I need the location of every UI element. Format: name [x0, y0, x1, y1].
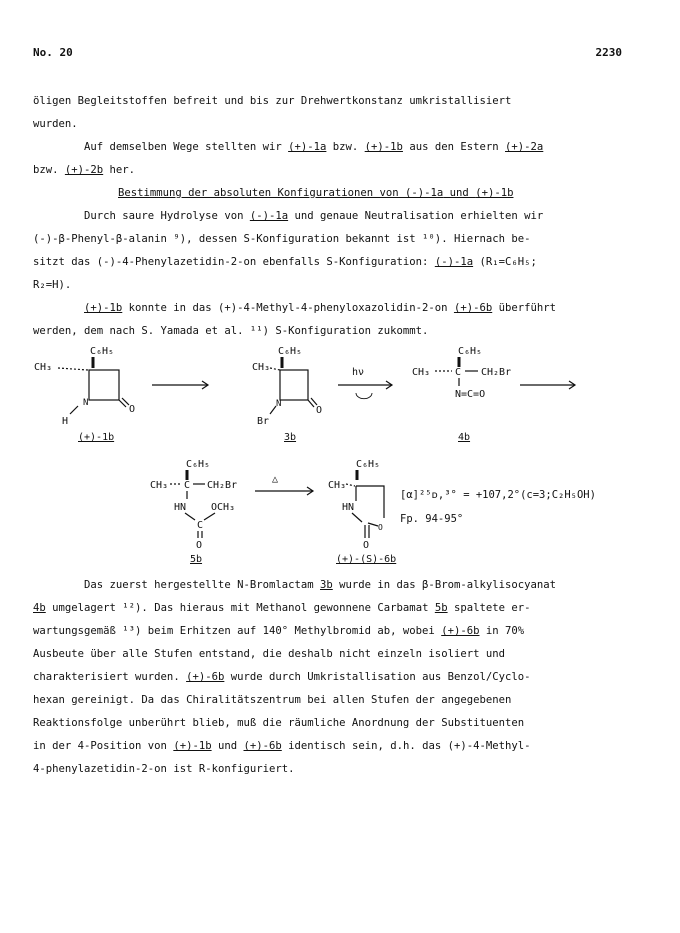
compound-ref: 3b	[320, 579, 333, 591]
compound-label-1b: (+)-1b	[78, 432, 115, 443]
compound-ref: (-)-1a	[249, 210, 289, 222]
para5-line6: hexan gereinigt. Da das Chiralitätszentrum bei allen Stufen der angegebenen	[33, 694, 512, 706]
svg-text:C₆H₅: C₆H₅	[458, 346, 483, 357]
compound-label-3b: 3b	[284, 432, 297, 443]
svg-text:C₆H₅: C₆H₅	[186, 459, 211, 470]
compound-ref: (+)-6b	[186, 671, 225, 683]
compound-ref: 4b	[33, 602, 46, 614]
svg-text:O: O	[129, 404, 136, 415]
compound-label-4b: 4b	[458, 432, 471, 443]
reaction-scheme	[0, 340, 680, 565]
svg-text:CH₃: CH₃	[150, 480, 169, 491]
svg-text:N: N	[83, 398, 89, 408]
para5-line4: Ausbeute über alle Stufen entstand, die deshalb nicht einzeln isoliert und	[33, 648, 505, 660]
para5-line1: Das zuerst hergestellte N-Bromlactam 3b wurde in das β-Brom-alkylisocyanat	[84, 579, 556, 591]
para5-line5: charakterisiert wurden. (+)-6b wurde durch Umkristallisation aus Benzol/Cyclo-	[33, 671, 531, 683]
svg-text:CH₂Br: CH₂Br	[207, 480, 238, 491]
para5-line7: Reaktionsfolge unberührt blieb, muß die räumliche Anordnung der Substituenten	[33, 717, 525, 729]
svg-text:H: H	[62, 416, 69, 427]
svg-text:C: C	[197, 520, 204, 531]
svg-text:C: C	[184, 480, 191, 491]
compound-ref: (+)-6b	[243, 740, 282, 752]
specific-rotation: [α]²⁵ᴅ,³° = +107,2°(c=3;C₂H₅OH)	[400, 489, 596, 501]
compound-label-6b: (+)-(S)-6b	[336, 554, 397, 565]
svg-text:C₆H₅: C₆H₅	[356, 459, 381, 470]
para3-line1: Durch saure Hydrolyse von (-)-1a und genaue Neutralisation erhielten wir	[84, 210, 544, 222]
para2-line2: bzw. (+)-2b her.	[33, 164, 136, 176]
methyl-label: CH₃	[34, 362, 53, 373]
svg-text:CH₂Br: CH₂Br	[481, 367, 512, 378]
svg-text:O: O	[363, 540, 370, 551]
para2-line1: Auf demselben Wege stellten wir (+)-1a bzw. (+)-1b aus den Estern (+)-2a	[84, 141, 544, 153]
compound-label-5b: 5b	[190, 554, 203, 565]
svg-text:C₆H₅: C₆H₅	[278, 346, 303, 357]
hv-label: hν	[352, 367, 365, 378]
para5-line2: 4b umgelagert ¹²). Das hieraus mit Methanol gewonnene Carbamat 5b spaltete er-	[33, 602, 531, 614]
section-heading: Bestimmung der absoluten Konfigurationen von (-)-1a und (+)-1b	[118, 187, 514, 199]
compound-ref: (+)-1b	[364, 141, 403, 153]
para1-line2: wurden.	[33, 118, 78, 130]
svg-text:O: O	[196, 540, 203, 551]
compound-ref: 5b	[434, 602, 448, 614]
svg-text:CH₃: CH₃	[328, 480, 347, 491]
compound-ref: (+)-1b	[84, 302, 123, 314]
svg-text:OCH₃: OCH₃	[211, 502, 236, 513]
melting-point: Fp. 94-95°	[400, 513, 464, 525]
para3-line4: R₂=H).	[33, 279, 72, 291]
compound-ref: (-)-1a	[434, 256, 474, 268]
para5-line9: 4-phenylazetidin-2-on ist R-konfiguriert.	[33, 763, 295, 775]
para5-line3: wartungsgemäß ¹³) beim Erhitzen auf 140° Methylbromid ab, wobei (+)-6b in 70%	[33, 625, 525, 637]
svg-text:HN: HN	[342, 502, 355, 513]
svg-text:N=C=O: N=C=O	[455, 389, 486, 400]
svg-text:Br: Br	[257, 416, 270, 427]
svg-text:O: O	[378, 523, 383, 532]
svg-text:O: O	[316, 405, 323, 416]
compound-ref: (+)-1a	[288, 141, 327, 153]
svg-text:CH₃: CH₃	[252, 362, 271, 373]
compound-ref: (+)-2b	[64, 164, 104, 176]
para4-line1: (+)-1b konnte in das (+)-4-Methyl-4-phenyloxazolidin-2-on (+)-6b überführt	[84, 302, 556, 314]
para5-line8: in der 4-Position von (+)-1b und (+)-6b identisch sein, d.h. das (+)-4-Methyl-	[33, 740, 531, 752]
para1-line1: öligen Begleitstoffen befreit und bis zur Drehwertkonstanz umkristallisiert	[33, 95, 512, 107]
para4-line2: werden, dem nach S. Yamada et al. ¹¹) S-Konfiguration zukommt.	[33, 325, 429, 337]
para3-line3: sitzt das (-)-4-Phenylazetidin-2-on ebenfalls S-Konfiguration: (-)-1a (R₁=C₆H₅;	[33, 256, 537, 268]
svg-text:HN: HN	[174, 502, 187, 513]
phenyl-label: C₆H₅	[90, 346, 115, 357]
compound-ref: (+)-2a	[505, 141, 544, 153]
compound-ref: (+)-6b	[441, 625, 480, 637]
compound-ref: (+)-1b	[173, 740, 212, 752]
svg-text:C: C	[455, 367, 462, 378]
compound-ref: (+)-6b	[453, 302, 493, 314]
page-number: 2230	[595, 46, 622, 59]
heat-symbol: △	[272, 474, 279, 485]
para3-line2: (-)-β-Phenyl-β-alanin ⁹), dessen S-Konfiguration bekannt ist ¹⁰). Hiernach be-	[33, 233, 531, 245]
journal-number: No. 20	[33, 46, 73, 59]
svg-text:CH₃: CH₃	[412, 367, 431, 378]
svg-text:N: N	[276, 399, 282, 409]
